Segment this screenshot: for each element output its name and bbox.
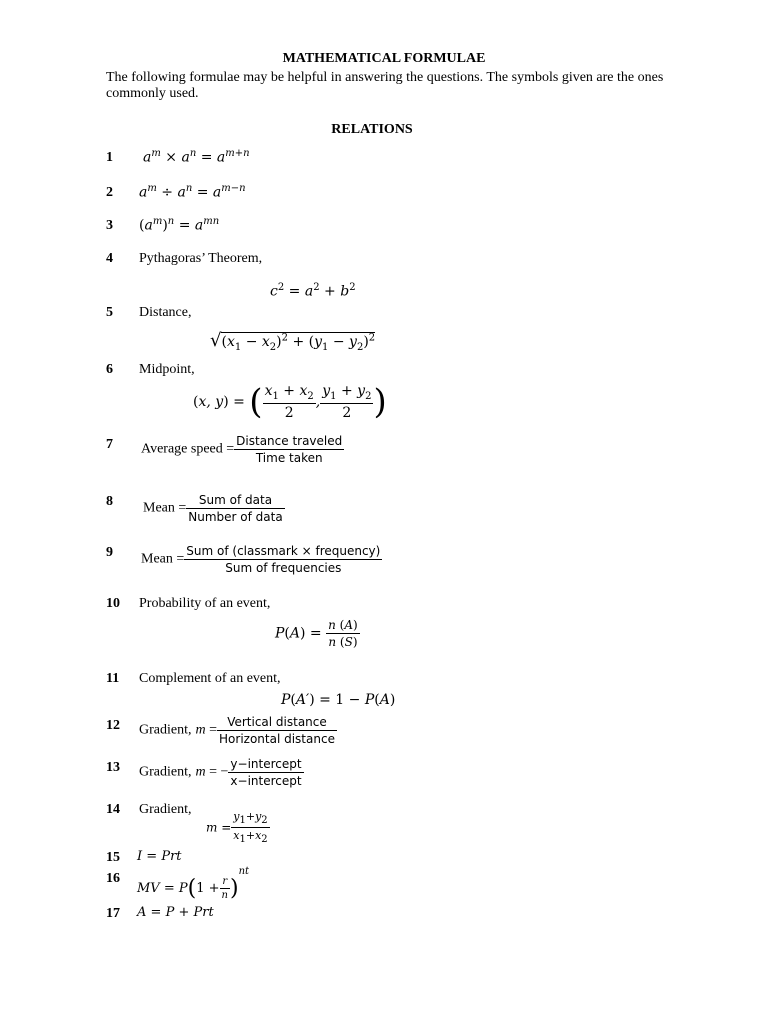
formula-complement: P(A′) = 1 − P(A) bbox=[281, 692, 396, 708]
fraction-numerator: Vertical distance bbox=[217, 715, 337, 731]
formula-number: 14 bbox=[106, 802, 120, 817]
intro-text-line1: The following formulae may be helpful in answering the questions. The symbols given are the ones bbox=[106, 70, 664, 85]
fraction-denominator: Sum of frequencies bbox=[225, 561, 342, 575]
formula-label: Gradient, bbox=[139, 802, 192, 817]
formula-label: Mean = bbox=[141, 551, 185, 567]
formula-compound-interest: MV = P(1 + $\frac{r}{n}$ )$^{nt}$ bbox=[137, 866, 250, 901]
formula-gradient-coordinates: m = $\frac{y_1+y_2}{x_1+x_2}$ bbox=[206, 810, 268, 846]
formula-label: Complement of an event, bbox=[139, 671, 281, 686]
formula-number: 7 bbox=[106, 437, 113, 452]
fraction-denominator: Time taken bbox=[255, 451, 323, 465]
formula-gradient-distance: Gradient, m = $\frac{\text{Vertical distance}}{\text{Horizontal distance}}$ bbox=[139, 715, 335, 746]
formula-power-quotient: $a^m \div a^n = a^{m-n}$ bbox=[139, 183, 246, 201]
formula-label: Average speed = bbox=[141, 441, 235, 457]
fraction-denominator: Number of data bbox=[188, 510, 283, 524]
formula-label: Gradient, bbox=[139, 722, 192, 738]
fraction-denominator: x−intercept bbox=[230, 774, 302, 788]
formula-label: Pythagoras’ Theorem, bbox=[139, 251, 263, 266]
fraction-numerator: Sum of data bbox=[186, 493, 284, 509]
formula-number: 4 bbox=[106, 251, 113, 266]
formula-number: 12 bbox=[106, 718, 120, 733]
formula-simple-interest: I = Prt bbox=[137, 849, 182, 864]
formula-number: 16 bbox=[106, 871, 120, 886]
formula-number: 9 bbox=[106, 545, 113, 560]
formula-mean bbox=[143, 493, 285, 524]
formula-pythagoras: $c^2 = a^2 + b^2$ bbox=[270, 282, 356, 300]
formula-number: 6 bbox=[106, 362, 113, 377]
formula-number: 15 bbox=[106, 850, 120, 865]
fraction-denominator: Horizontal distance bbox=[219, 732, 335, 746]
formula-number: 5 bbox=[106, 305, 113, 320]
formula-power-product: $a^m \times a^n = a^{m+n}$ bbox=[143, 148, 250, 166]
formula-label: Probability of an event, bbox=[139, 596, 271, 611]
formula-number: 8 bbox=[106, 494, 113, 509]
fraction-numerator: Distance traveled bbox=[236, 434, 343, 448]
formula-number: 3 bbox=[106, 218, 113, 233]
formula-label: Midpoint, bbox=[139, 362, 195, 377]
fraction-numerator: Sum of (classmark × frequency) bbox=[186, 544, 381, 558]
formula-label: Mean = bbox=[143, 500, 187, 516]
formula-power-of-power: $(a^m)^n = a^{mn}$ bbox=[139, 216, 220, 234]
formula-number: 17 bbox=[106, 906, 120, 921]
formula-label: Distance, bbox=[139, 305, 192, 320]
formula-amount: A = P + Prt bbox=[137, 905, 214, 920]
fraction-numerator: y−intercept bbox=[230, 757, 302, 771]
formula-gradient-intercept: Gradient, m = − $\frac{\text{y−intercept}}{\text{x−intercept}}$ bbox=[139, 757, 302, 788]
formula-grouped-mean bbox=[141, 544, 382, 575]
page-title: MATHEMATICAL FORMULAE bbox=[282, 51, 486, 66]
formula-number: 10 bbox=[106, 596, 120, 611]
formula-average-speed bbox=[141, 434, 344, 465]
formula-probability: P(A) = $\frac{n (A)}{n (S)}$ bbox=[275, 618, 358, 649]
formula-number: 1 bbox=[106, 150, 113, 165]
formula-label: Gradient, bbox=[139, 764, 192, 780]
formula-distance: $√(x_1 - x_2)^2 + (y_1 - y_2)^2$ bbox=[210, 330, 376, 353]
formula-number: 11 bbox=[106, 671, 120, 686]
intro-text-line2: commonly used. bbox=[106, 86, 199, 101]
formula-number: 2 bbox=[106, 185, 113, 200]
formula-midpoint: (x, y) = ( $\frac{x_1 + x_2}{2}$ , $\frac{y_1 + y_2}{2}$ ) bbox=[193, 382, 387, 422]
section-heading: RELATIONS bbox=[331, 122, 413, 137]
formula-number: 13 bbox=[106, 760, 120, 775]
